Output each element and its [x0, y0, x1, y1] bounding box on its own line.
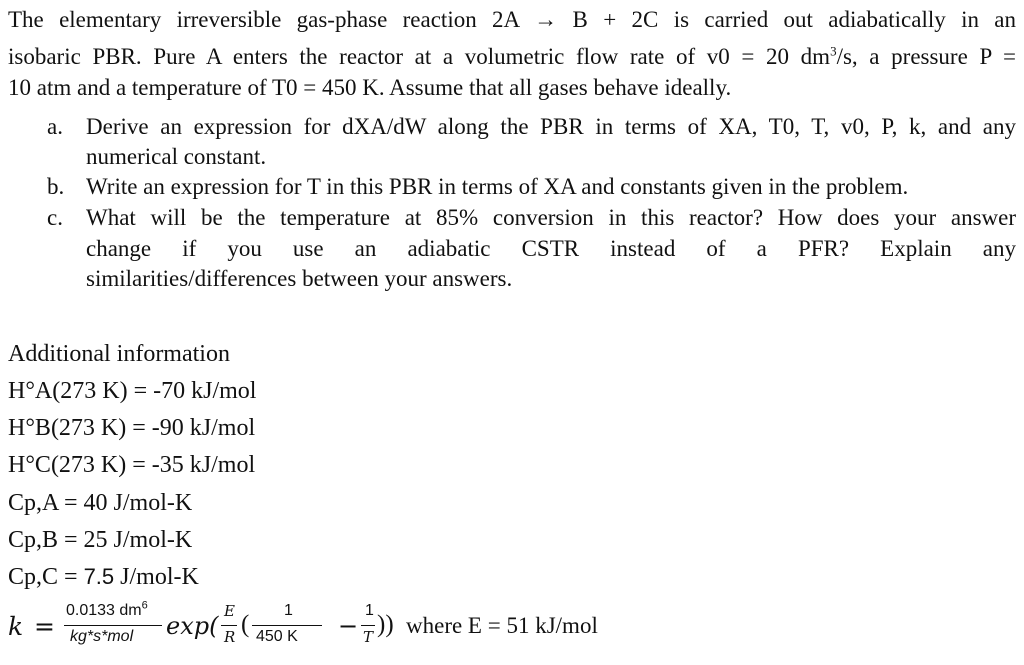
- formula-one-2: 1: [365, 602, 374, 619]
- item-b-letter: b.: [47, 174, 65, 199]
- additional-line-hc: H°C(273 K) = -35 kJ/mol: [8, 452, 256, 478]
- formula-fraction-bar: [64, 625, 162, 626]
- formula-numerator-text: 0.0133 dm: [66, 602, 142, 619]
- formula-t0: 450 K: [256, 628, 298, 645]
- formula-r: R: [224, 628, 236, 646]
- additional-line-cpc: [8, 562, 199, 592]
- problem-line-1: The elementary irreversible gas-phase reaction 2A → B + 2C is carried out adiabatically in an: [8, 7, 1016, 32]
- formula-numerator: [66, 599, 148, 620]
- cpc-pre: Cp,C =: [8, 564, 84, 590]
- item-b-line-1: Write an expression for T in this PBR in terms of XA and constants given in the problem.: [86, 174, 909, 199]
- item-a-letter: a.: [47, 114, 63, 139]
- item-c-line-3: similarities/differences between your answers.: [86, 266, 513, 291]
- item-c-line-2: change if you use an adiabatic CSTR instead of a PFR? Explain any: [86, 236, 1016, 261]
- additional-line-hb: H°B(273 K) = -90 kJ/mol: [8, 415, 256, 441]
- formula-t0-bar: [252, 625, 322, 626]
- rate-constant-formula: [8, 600, 708, 652]
- problem-line-2: [8, 43, 1016, 71]
- problem-line-2-post: /s, a pressure P =: [836, 44, 1016, 69]
- problem-line-3: 10 atm and a temperature of T0 = 450 K. Assume that all gases behave ideally.: [8, 75, 732, 100]
- formula-equals: =: [34, 612, 55, 641]
- formula-one-1: 1: [284, 602, 293, 619]
- cpc-value: 7.5: [83, 564, 115, 589]
- formula-paren-close: )): [377, 611, 394, 638]
- formula-paren-open: (: [241, 611, 250, 638]
- formula-t-bar: [361, 625, 375, 626]
- item-a-line-2: numerical constant.: [86, 144, 267, 169]
- formula-t: T: [363, 628, 374, 646]
- formula-where: where E = 51 kJ/mol: [406, 613, 598, 638]
- item-c-line-1: What will be the temperature at 85% conversion in this reactor? How does your answer: [86, 205, 1016, 230]
- formula-k: k: [8, 612, 24, 641]
- formula-er-bar: [221, 625, 237, 626]
- item-a-line-1: Derive an expression for dXA/dW along the PBR in terms of XA, T0, T, v0, P, k, and any: [86, 114, 1016, 139]
- formula-minus: −: [338, 612, 359, 640]
- item-c-letter: c.: [47, 205, 63, 230]
- cpc-post: J/mol-K: [114, 564, 199, 590]
- formula-e: E: [224, 602, 235, 620]
- additional-line-cpb: Cp,B = 25 J/mol-K: [8, 527, 193, 553]
- additional-heading: Additional information: [8, 341, 230, 367]
- formula-exp: exp(: [166, 612, 219, 640]
- additional-line-cpa: Cp,A = 40 J/mol-K: [8, 490, 193, 516]
- formula-numerator-sup: 6: [141, 599, 148, 612]
- problem-line-2-pre: isobaric PBR. Pure A enters the reactor at a volumetric flow rate of v0 = 20 dm: [8, 44, 831, 69]
- additional-line-ha: H°A(273 K) = -70 kJ/mol: [8, 378, 257, 404]
- problem-line-2-sup: 3: [830, 43, 837, 59]
- formula-denominator: kg*s*mol: [70, 628, 134, 645]
